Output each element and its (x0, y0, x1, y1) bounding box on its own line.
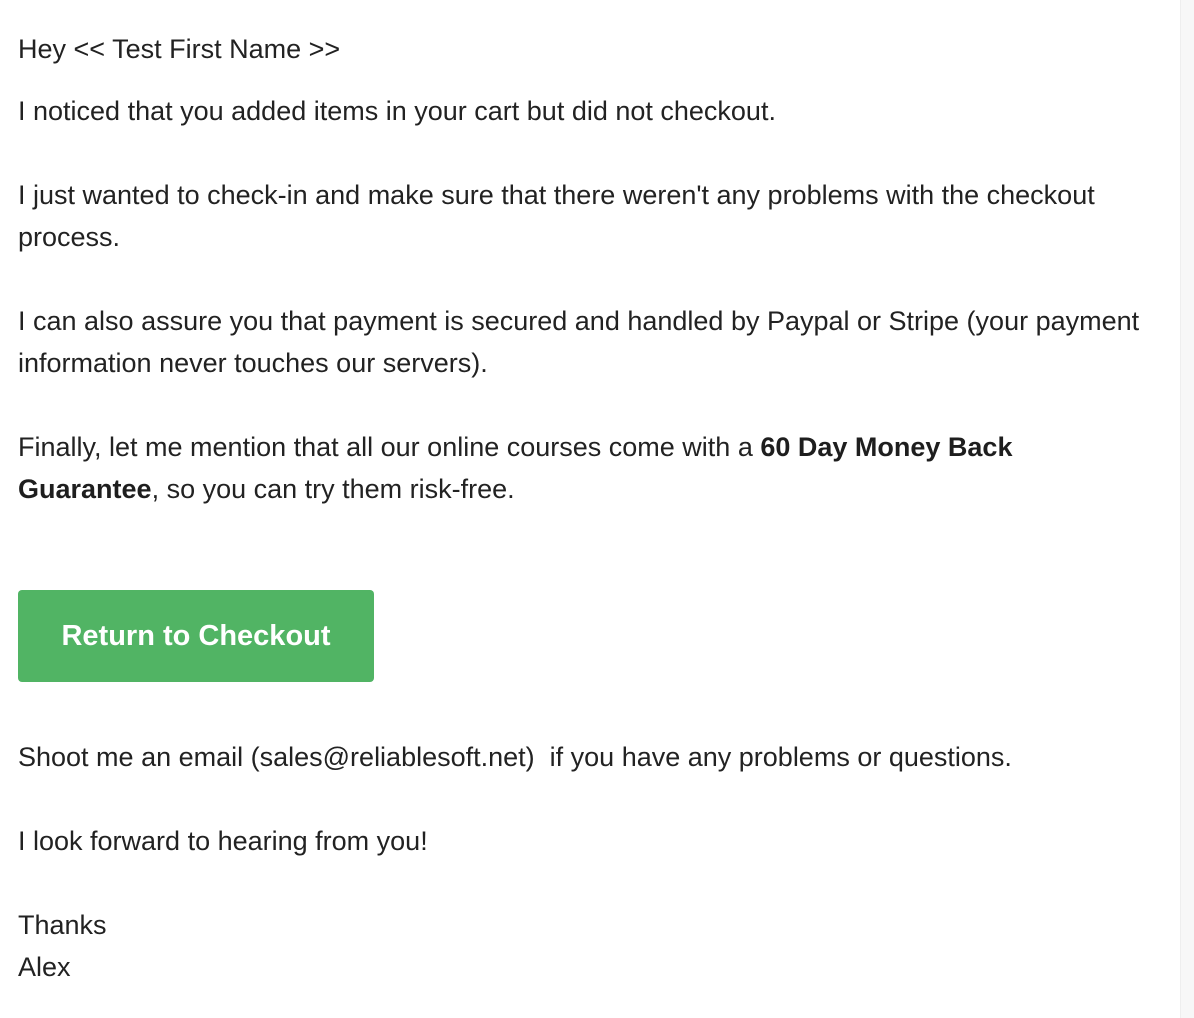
paragraph-cart-notice: I noticed that you added items in your cart but did not checkout. (18, 96, 776, 126)
signoff-closing: Thanks (18, 910, 107, 940)
paragraph-contact: Shoot me an email (sales@reliablesoft.net) if you have any problems or questions. (18, 742, 1012, 772)
guarantee-text-after: , so you can try them risk-free. (151, 474, 515, 504)
signoff-name: Alex (18, 952, 71, 982)
greeting: Hey << Test First Name >> (18, 34, 341, 64)
signoff (18, 904, 107, 988)
guarantee-highlight: 60 Day Money Back Guarantee (18, 432, 1013, 504)
guarantee-text-before: Finally, let me mention that all our online courses come with a (18, 432, 761, 462)
paragraph-guarantee (18, 426, 1158, 510)
paragraph-payment-security: I can also assure you that payment is secured and handled by Paypal or Stripe (your payment information never touches our servers). (18, 306, 1140, 378)
return-to-checkout-button[interactable]: Return to Checkout (18, 590, 374, 682)
paragraph-check-in: I just wanted to check-in and make sure that there weren't any problems with the checkout process. (18, 180, 1095, 252)
scrollbar-track[interactable] (1180, 0, 1194, 1018)
paragraph-closing-line: I look forward to hearing from you! (18, 826, 428, 856)
